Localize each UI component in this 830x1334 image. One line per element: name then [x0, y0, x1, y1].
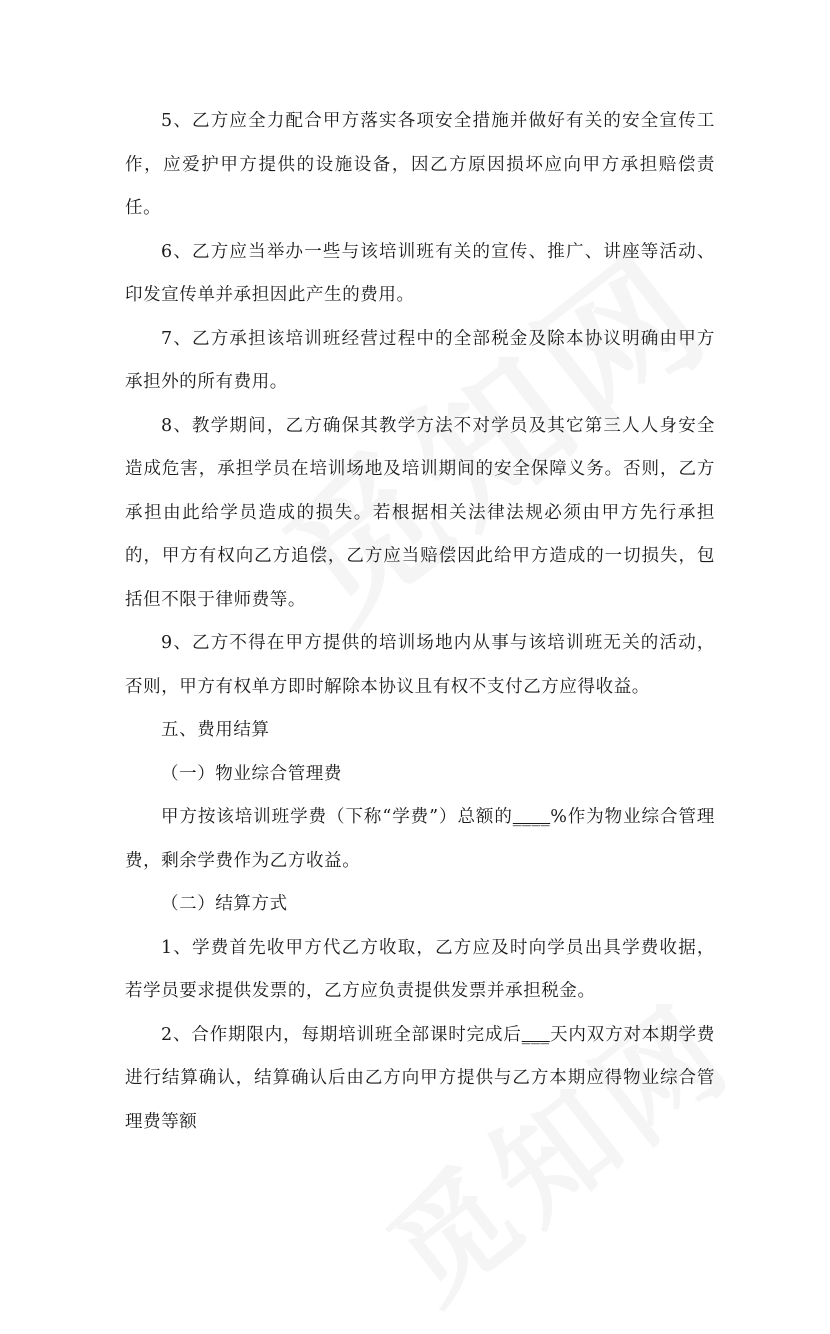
paragraph-text: 2、合作期限内，每期培训班全部课时完成后 [161, 1024, 522, 1045]
subheading-settlement-method: （二）结算方式 [161, 894, 288, 914]
paragraph-text: 天内双方对本期学费进行结算确认，结算确认后由乙方向甲方提供与乙方本期应得物业综合管理费等额 [125, 1024, 715, 1132]
paragraph-clause-7: 7、乙方承担该培训班经营过程中的全部税金及除本协议明确由甲方承担外的所有费用。 [125, 328, 715, 392]
fill-in-blank: ___ [521, 1024, 550, 1045]
paragraph-clause-8: 8、教学期间，乙方确保其教学方法不对学员及其它第三人人身安全造成危害，承担学员在培训场地及培训期间的安全保障义务。否则，乙方承担由此给学员造成的损失。若根据相关法律法规必须由甲方先行承担的，甲方有权向乙方追偿，乙方应当赔偿因此给甲方造成的一切损失，包括但不限于律师费等。 [125, 415, 715, 610]
section-heading-fee-settlement: 五、费用结算 [161, 720, 270, 740]
document-body [125, 100, 715, 1144]
paragraph-text: 甲方按该培训班学费（下称“学费”）总额的 [161, 807, 513, 827]
paragraph-clause-9: 9、乙方不得在甲方提供的培训场地内从事与该培训班无关的活动，否则，甲方有权单方即时解除本协议且有权不支付乙方应得收益。 [125, 633, 715, 697]
paragraph-text: %作为物业综合管理费，剩余学费作为乙方收益。 [125, 807, 715, 871]
paragraph-management-fee [125, 796, 715, 883]
fill-in-blank: ____ [512, 807, 551, 827]
paragraph-settlement-2 [125, 1014, 715, 1145]
paragraph-clause-6: 6、乙方应当举办一些与该培训班有关的宣传、推广、讲座等活动、印发宣传单并承担因此产生的费用。 [125, 241, 715, 305]
paragraph-clause-5: 5、乙方应全力配合甲方落实各项安全措施并做好有关的安全宣传工作，应爱护甲方提供的设施设备，因乙方原因损坏应向甲方承担赔偿责任。 [125, 111, 715, 218]
paragraph-settlement-1: 1、学费首先收甲方代乙方收取，乙方应及时向学员出具学费收据，若学员要求提供发票的，乙方应负责提供发票并承担税金。 [125, 937, 715, 1001]
subheading-management-fee: （一）物业综合管理费 [161, 763, 342, 784]
